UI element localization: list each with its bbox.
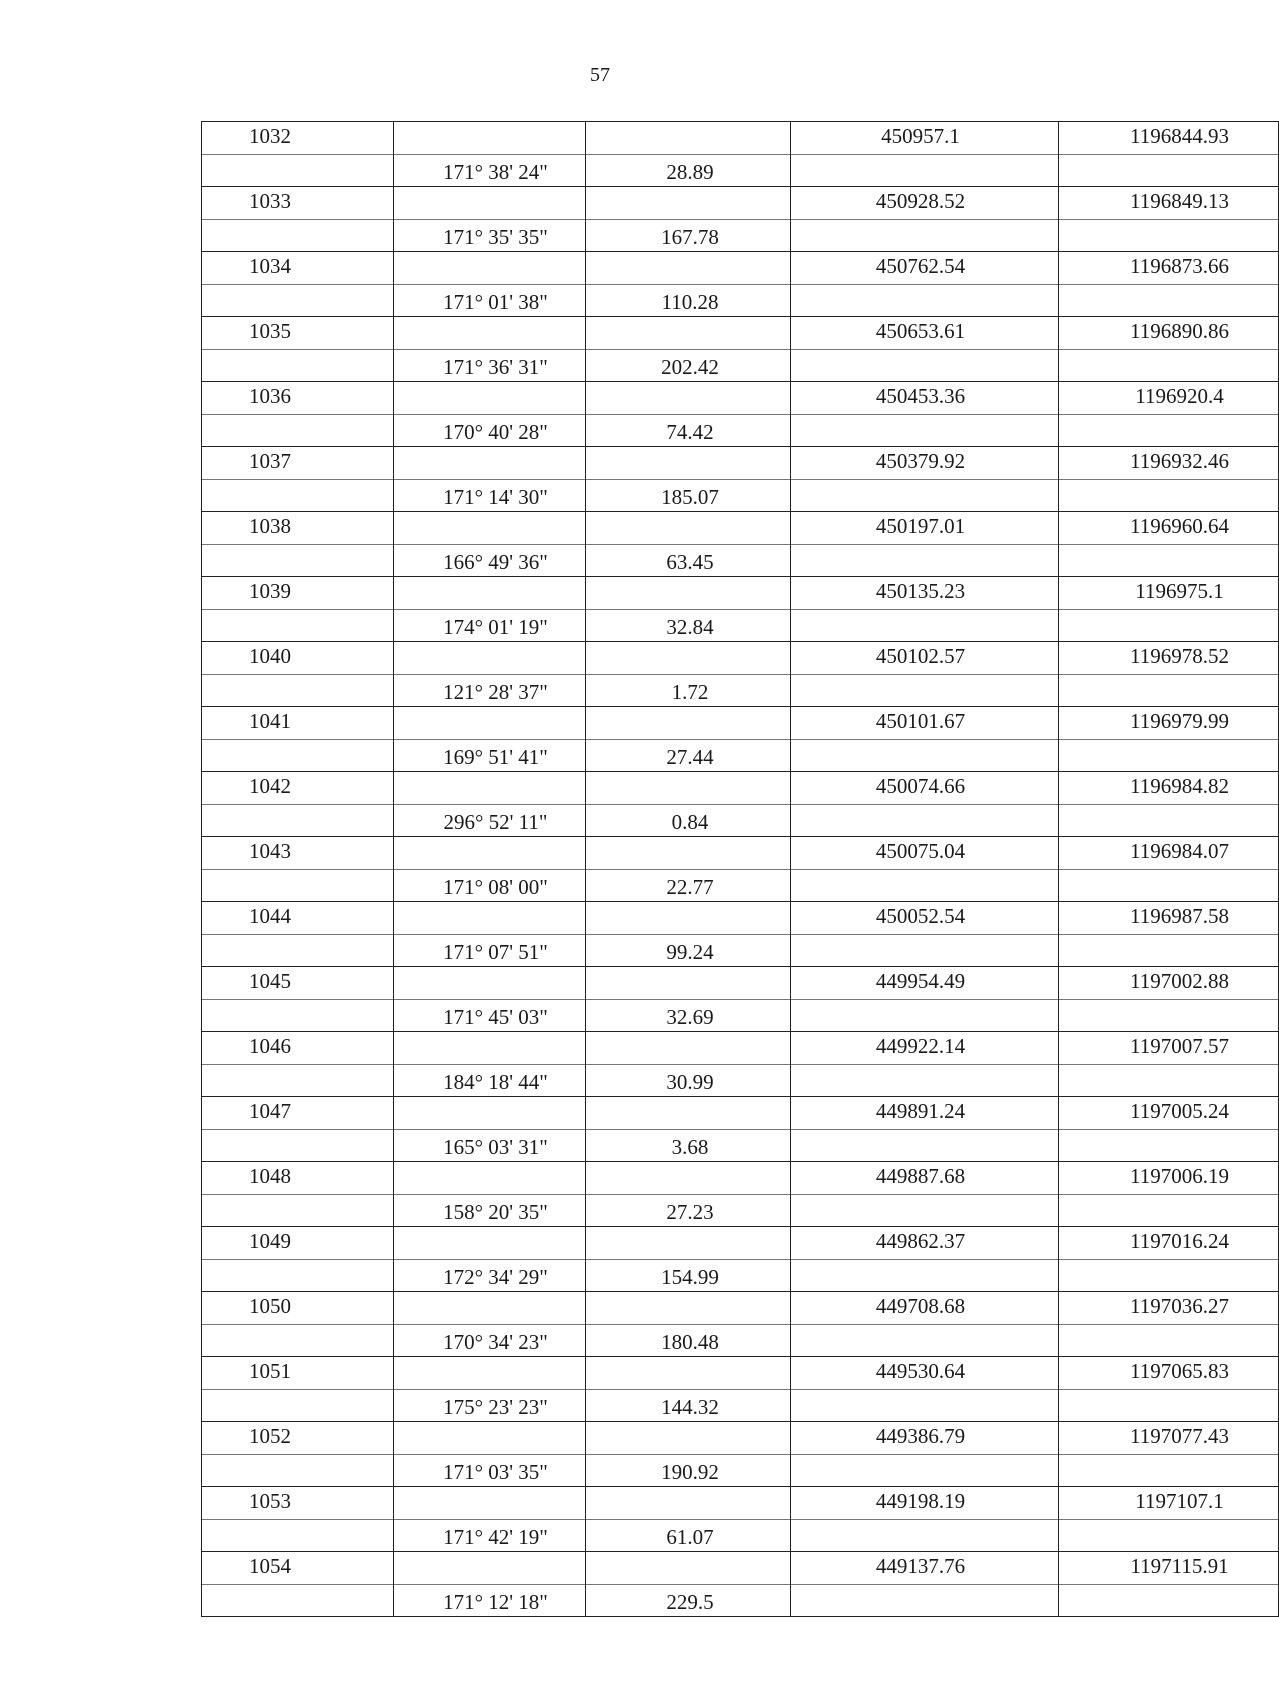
point-id-cell: 1041 bbox=[202, 707, 394, 740]
empty-cell bbox=[394, 1097, 586, 1130]
empty-cell bbox=[586, 1487, 791, 1520]
point-row bbox=[202, 382, 1279, 415]
y-coordinate-cell: 1196844.93 bbox=[1059, 122, 1279, 155]
empty-cell bbox=[586, 1292, 791, 1325]
bearing-angle-cell: 158° 20' 35" bbox=[394, 1194, 586, 1227]
empty-cell bbox=[394, 122, 586, 155]
y-coordinate-cell: 1197005.24 bbox=[1059, 1097, 1279, 1130]
point-row bbox=[202, 317, 1279, 350]
y-coordinate-cell: 1196890.86 bbox=[1059, 317, 1279, 350]
y-coordinate-cell: 1196984.82 bbox=[1059, 772, 1279, 805]
point-id-cell: 1045 bbox=[202, 967, 394, 1000]
point-row bbox=[202, 1357, 1279, 1390]
bearing-angle-cell: 174° 01' 19" bbox=[394, 609, 586, 642]
point-id-cell: 1032 bbox=[202, 122, 394, 155]
point-row bbox=[202, 1552, 1279, 1585]
empty-cell bbox=[791, 1454, 1059, 1487]
empty-cell bbox=[586, 837, 791, 870]
empty-cell bbox=[202, 674, 394, 707]
segment-row bbox=[202, 284, 1279, 317]
point-id-cell: 1037 bbox=[202, 447, 394, 480]
point-id-cell: 1038 bbox=[202, 512, 394, 545]
point-row bbox=[202, 187, 1279, 220]
bearing-angle-cell: 171° 38' 24" bbox=[394, 154, 586, 187]
segment-row bbox=[202, 414, 1279, 447]
empty-cell bbox=[791, 999, 1059, 1032]
point-id-cell: 1036 bbox=[202, 382, 394, 415]
point-id-cell: 1043 bbox=[202, 837, 394, 870]
point-id-cell: 1044 bbox=[202, 902, 394, 935]
y-coordinate-cell: 1196920.4 bbox=[1059, 382, 1279, 415]
point-id-cell: 1053 bbox=[202, 1487, 394, 1520]
empty-cell bbox=[1059, 934, 1279, 967]
bearing-angle-cell: 175° 23' 23" bbox=[394, 1389, 586, 1422]
empty-cell bbox=[1059, 674, 1279, 707]
empty-cell bbox=[791, 154, 1059, 187]
segment-row bbox=[202, 544, 1279, 577]
point-row bbox=[202, 837, 1279, 870]
empty-cell bbox=[394, 1422, 586, 1455]
empty-cell bbox=[586, 1422, 791, 1455]
x-coordinate-cell: 450075.04 bbox=[791, 837, 1059, 870]
x-coordinate-cell: 449137.76 bbox=[791, 1552, 1059, 1585]
segment-row bbox=[202, 479, 1279, 512]
empty-cell bbox=[791, 544, 1059, 577]
empty-cell bbox=[1059, 349, 1279, 382]
empty-cell bbox=[202, 934, 394, 967]
empty-cell bbox=[394, 967, 586, 1000]
segment-row bbox=[202, 1389, 1279, 1422]
point-row bbox=[202, 1097, 1279, 1130]
segment-row bbox=[202, 1129, 1279, 1162]
distance-cell: 202.42 bbox=[586, 349, 791, 382]
y-coordinate-cell: 1196932.46 bbox=[1059, 447, 1279, 480]
bearing-angle-cell: 121° 28' 37" bbox=[394, 674, 586, 707]
empty-cell bbox=[394, 1032, 586, 1065]
y-coordinate-cell: 1196978.52 bbox=[1059, 642, 1279, 675]
y-coordinate-cell: 1197006.19 bbox=[1059, 1162, 1279, 1195]
segment-row bbox=[202, 1454, 1279, 1487]
point-row bbox=[202, 577, 1279, 610]
empty-cell bbox=[1059, 804, 1279, 837]
empty-cell bbox=[202, 609, 394, 642]
bearing-angle-cell: 171° 01' 38" bbox=[394, 284, 586, 317]
empty-cell bbox=[1059, 869, 1279, 902]
bearing-angle-cell: 172° 34' 29" bbox=[394, 1259, 586, 1292]
bearing-angle-cell: 171° 35' 35" bbox=[394, 219, 586, 252]
bearing-angle-cell: 171° 42' 19" bbox=[394, 1519, 586, 1552]
empty-cell bbox=[202, 1064, 394, 1097]
empty-cell bbox=[394, 187, 586, 220]
empty-cell bbox=[586, 707, 791, 740]
bearing-angle-cell: 171° 03' 35" bbox=[394, 1454, 586, 1487]
empty-cell bbox=[1059, 739, 1279, 772]
empty-cell bbox=[586, 1097, 791, 1130]
empty-cell bbox=[586, 1032, 791, 1065]
empty-cell bbox=[1059, 1259, 1279, 1292]
segment-row bbox=[202, 739, 1279, 772]
segment-row bbox=[202, 1194, 1279, 1227]
y-coordinate-cell: 1197077.43 bbox=[1059, 1422, 1279, 1455]
y-coordinate-cell: 1196849.13 bbox=[1059, 187, 1279, 220]
y-coordinate-cell: 1197107.1 bbox=[1059, 1487, 1279, 1520]
segment-row bbox=[202, 349, 1279, 382]
empty-cell bbox=[791, 674, 1059, 707]
bearing-angle-cell: 171° 07' 51" bbox=[394, 934, 586, 967]
empty-cell bbox=[586, 252, 791, 285]
segment-row bbox=[202, 1519, 1279, 1552]
distance-cell: 3.68 bbox=[586, 1129, 791, 1162]
distance-cell: 27.23 bbox=[586, 1194, 791, 1227]
empty-cell bbox=[586, 902, 791, 935]
empty-cell bbox=[394, 642, 586, 675]
x-coordinate-cell: 450653.61 bbox=[791, 317, 1059, 350]
x-coordinate-cell: 450928.52 bbox=[791, 187, 1059, 220]
empty-cell bbox=[394, 1227, 586, 1260]
empty-cell bbox=[202, 284, 394, 317]
point-row bbox=[202, 447, 1279, 480]
x-coordinate-cell: 450101.67 bbox=[791, 707, 1059, 740]
empty-cell bbox=[791, 1389, 1059, 1422]
point-row bbox=[202, 1487, 1279, 1520]
empty-cell bbox=[202, 154, 394, 187]
empty-cell bbox=[1059, 609, 1279, 642]
empty-cell bbox=[586, 187, 791, 220]
empty-cell bbox=[791, 1324, 1059, 1357]
distance-cell: 74.42 bbox=[586, 414, 791, 447]
point-id-cell: 1048 bbox=[202, 1162, 394, 1195]
distance-cell: 229.5 bbox=[586, 1584, 791, 1617]
segment-row bbox=[202, 804, 1279, 837]
point-id-cell: 1046 bbox=[202, 1032, 394, 1065]
x-coordinate-cell: 449887.68 bbox=[791, 1162, 1059, 1195]
x-coordinate-cell: 449891.24 bbox=[791, 1097, 1059, 1130]
point-row bbox=[202, 1032, 1279, 1065]
point-row bbox=[202, 252, 1279, 285]
bearing-angle-cell: 171° 45' 03" bbox=[394, 999, 586, 1032]
distance-cell: 0.84 bbox=[586, 804, 791, 837]
point-id-cell: 1051 bbox=[202, 1357, 394, 1390]
empty-cell bbox=[791, 219, 1059, 252]
empty-cell bbox=[791, 869, 1059, 902]
empty-cell bbox=[202, 804, 394, 837]
empty-cell bbox=[791, 1064, 1059, 1097]
bearing-angle-cell: 165° 03' 31" bbox=[394, 1129, 586, 1162]
empty-cell bbox=[202, 544, 394, 577]
point-id-cell: 1035 bbox=[202, 317, 394, 350]
x-coordinate-cell: 449954.49 bbox=[791, 967, 1059, 1000]
x-coordinate-cell: 450957.1 bbox=[791, 122, 1059, 155]
y-coordinate-cell: 1196984.07 bbox=[1059, 837, 1279, 870]
distance-cell: 27.44 bbox=[586, 739, 791, 772]
y-coordinate-cell: 1197065.83 bbox=[1059, 1357, 1279, 1390]
point-id-cell: 1050 bbox=[202, 1292, 394, 1325]
empty-cell bbox=[1059, 154, 1279, 187]
empty-cell bbox=[394, 1162, 586, 1195]
distance-cell: 28.89 bbox=[586, 154, 791, 187]
distance-cell: 22.77 bbox=[586, 869, 791, 902]
empty-cell bbox=[586, 317, 791, 350]
y-coordinate-cell: 1197016.24 bbox=[1059, 1227, 1279, 1260]
segment-row bbox=[202, 609, 1279, 642]
segment-row bbox=[202, 219, 1279, 252]
y-coordinate-cell: 1197115.91 bbox=[1059, 1552, 1279, 1585]
empty-cell bbox=[586, 577, 791, 610]
segment-row bbox=[202, 999, 1279, 1032]
segment-row bbox=[202, 154, 1279, 187]
bearing-angle-cell: 171° 08' 00" bbox=[394, 869, 586, 902]
empty-cell bbox=[1059, 1064, 1279, 1097]
empty-cell bbox=[1059, 479, 1279, 512]
x-coordinate-cell: 450052.54 bbox=[791, 902, 1059, 935]
empty-cell bbox=[1059, 999, 1279, 1032]
empty-cell bbox=[394, 837, 586, 870]
distance-cell: 32.69 bbox=[586, 999, 791, 1032]
empty-cell bbox=[394, 902, 586, 935]
y-coordinate-cell: 1197007.57 bbox=[1059, 1032, 1279, 1065]
empty-cell bbox=[1059, 284, 1279, 317]
bearing-angle-cell: 184° 18' 44" bbox=[394, 1064, 586, 1097]
empty-cell bbox=[586, 1552, 791, 1585]
x-coordinate-cell: 449530.64 bbox=[791, 1357, 1059, 1390]
empty-cell bbox=[586, 382, 791, 415]
bearing-angle-cell: 171° 36' 31" bbox=[394, 349, 586, 382]
empty-cell bbox=[1059, 1519, 1279, 1552]
distance-cell: 190.92 bbox=[586, 1454, 791, 1487]
empty-cell bbox=[202, 1584, 394, 1617]
empty-cell bbox=[791, 739, 1059, 772]
point-id-cell: 1049 bbox=[202, 1227, 394, 1260]
empty-cell bbox=[791, 804, 1059, 837]
point-row bbox=[202, 772, 1279, 805]
empty-cell bbox=[394, 447, 586, 480]
x-coordinate-cell: 450453.36 bbox=[791, 382, 1059, 415]
bearing-angle-cell: 171° 12' 18" bbox=[394, 1584, 586, 1617]
empty-cell bbox=[202, 1259, 394, 1292]
bearing-angle-cell: 166° 49' 36" bbox=[394, 544, 586, 577]
empty-cell bbox=[791, 349, 1059, 382]
empty-cell bbox=[1059, 544, 1279, 577]
empty-cell bbox=[394, 1487, 586, 1520]
distance-cell: 61.07 bbox=[586, 1519, 791, 1552]
empty-cell bbox=[202, 1194, 394, 1227]
empty-cell bbox=[202, 1129, 394, 1162]
coordinates-table-body bbox=[202, 122, 1279, 1617]
segment-row bbox=[202, 1064, 1279, 1097]
empty-cell bbox=[202, 1389, 394, 1422]
empty-cell bbox=[586, 1227, 791, 1260]
empty-cell bbox=[202, 739, 394, 772]
empty-cell bbox=[394, 772, 586, 805]
y-coordinate-cell: 1196960.64 bbox=[1059, 512, 1279, 545]
empty-cell bbox=[586, 1162, 791, 1195]
distance-cell: 180.48 bbox=[586, 1324, 791, 1357]
empty-cell bbox=[202, 219, 394, 252]
segment-row bbox=[202, 1259, 1279, 1292]
point-row bbox=[202, 122, 1279, 155]
empty-cell bbox=[1059, 1324, 1279, 1357]
point-row bbox=[202, 707, 1279, 740]
empty-cell bbox=[202, 414, 394, 447]
empty-cell bbox=[586, 772, 791, 805]
empty-cell bbox=[394, 317, 586, 350]
empty-cell bbox=[586, 967, 791, 1000]
distance-cell: 63.45 bbox=[586, 544, 791, 577]
empty-cell bbox=[1059, 414, 1279, 447]
x-coordinate-cell: 449862.37 bbox=[791, 1227, 1059, 1260]
empty-cell bbox=[394, 707, 586, 740]
empty-cell bbox=[791, 1584, 1059, 1617]
empty-cell bbox=[791, 1194, 1059, 1227]
bearing-angle-cell: 169° 51' 41" bbox=[394, 739, 586, 772]
empty-cell bbox=[791, 284, 1059, 317]
point-id-cell: 1054 bbox=[202, 1552, 394, 1585]
empty-cell bbox=[202, 1324, 394, 1357]
distance-cell: 110.28 bbox=[586, 284, 791, 317]
page-number: 57 bbox=[590, 64, 610, 86]
empty-cell bbox=[586, 512, 791, 545]
point-id-cell: 1047 bbox=[202, 1097, 394, 1130]
point-id-cell: 1033 bbox=[202, 187, 394, 220]
empty-cell bbox=[394, 512, 586, 545]
empty-cell bbox=[586, 122, 791, 155]
segment-row bbox=[202, 1324, 1279, 1357]
empty-cell bbox=[791, 609, 1059, 642]
empty-cell bbox=[202, 1519, 394, 1552]
empty-cell bbox=[394, 252, 586, 285]
bearing-angle-cell: 170° 34' 23" bbox=[394, 1324, 586, 1357]
point-row bbox=[202, 642, 1279, 675]
empty-cell bbox=[1059, 1584, 1279, 1617]
empty-cell bbox=[394, 1292, 586, 1325]
x-coordinate-cell: 450074.66 bbox=[791, 772, 1059, 805]
empty-cell bbox=[586, 447, 791, 480]
empty-cell bbox=[394, 382, 586, 415]
point-row bbox=[202, 512, 1279, 545]
empty-cell bbox=[791, 1259, 1059, 1292]
bearing-angle-cell: 170° 40' 28" bbox=[394, 414, 586, 447]
empty-cell bbox=[586, 642, 791, 675]
distance-cell: 32.84 bbox=[586, 609, 791, 642]
empty-cell bbox=[791, 1129, 1059, 1162]
point-row bbox=[202, 967, 1279, 1000]
point-id-cell: 1039 bbox=[202, 577, 394, 610]
distance-cell: 144.32 bbox=[586, 1389, 791, 1422]
empty-cell bbox=[1059, 219, 1279, 252]
empty-cell bbox=[1059, 1454, 1279, 1487]
segment-row bbox=[202, 869, 1279, 902]
x-coordinate-cell: 450379.92 bbox=[791, 447, 1059, 480]
empty-cell bbox=[791, 479, 1059, 512]
point-id-cell: 1034 bbox=[202, 252, 394, 285]
x-coordinate-cell: 450102.57 bbox=[791, 642, 1059, 675]
empty-cell bbox=[791, 934, 1059, 967]
segment-row bbox=[202, 1584, 1279, 1617]
segment-row bbox=[202, 674, 1279, 707]
x-coordinate-cell: 449922.14 bbox=[791, 1032, 1059, 1065]
distance-cell: 154.99 bbox=[586, 1259, 791, 1292]
empty-cell bbox=[1059, 1389, 1279, 1422]
point-row bbox=[202, 1227, 1279, 1260]
point-id-cell: 1040 bbox=[202, 642, 394, 675]
x-coordinate-cell: 449198.19 bbox=[791, 1487, 1059, 1520]
empty-cell bbox=[202, 349, 394, 382]
bearing-angle-cell: 171° 14' 30" bbox=[394, 479, 586, 512]
x-coordinate-cell: 450135.23 bbox=[791, 577, 1059, 610]
distance-cell: 1.72 bbox=[586, 674, 791, 707]
y-coordinate-cell: 1196873.66 bbox=[1059, 252, 1279, 285]
empty-cell bbox=[202, 479, 394, 512]
x-coordinate-cell: 450762.54 bbox=[791, 252, 1059, 285]
empty-cell bbox=[586, 1357, 791, 1390]
empty-cell bbox=[1059, 1129, 1279, 1162]
empty-cell bbox=[394, 1552, 586, 1585]
bearing-angle-cell: 296° 52' 11" bbox=[394, 804, 586, 837]
empty-cell bbox=[202, 1454, 394, 1487]
distance-cell: 185.07 bbox=[586, 479, 791, 512]
point-row bbox=[202, 1162, 1279, 1195]
y-coordinate-cell: 1197036.27 bbox=[1059, 1292, 1279, 1325]
distance-cell: 99.24 bbox=[586, 934, 791, 967]
y-coordinate-cell: 1196987.58 bbox=[1059, 902, 1279, 935]
empty-cell bbox=[394, 577, 586, 610]
empty-cell bbox=[1059, 1194, 1279, 1227]
empty-cell bbox=[394, 1357, 586, 1390]
point-id-cell: 1052 bbox=[202, 1422, 394, 1455]
empty-cell bbox=[202, 999, 394, 1032]
distance-cell: 30.99 bbox=[586, 1064, 791, 1097]
point-row bbox=[202, 1422, 1279, 1455]
x-coordinate-cell: 450197.01 bbox=[791, 512, 1059, 545]
coordinates-table bbox=[201, 121, 1279, 1617]
segment-row bbox=[202, 934, 1279, 967]
point-id-cell: 1042 bbox=[202, 772, 394, 805]
empty-cell bbox=[202, 869, 394, 902]
distance-cell: 167.78 bbox=[586, 219, 791, 252]
x-coordinate-cell: 449386.79 bbox=[791, 1422, 1059, 1455]
y-coordinate-cell: 1196979.99 bbox=[1059, 707, 1279, 740]
y-coordinate-cell: 1196975.1 bbox=[1059, 577, 1279, 610]
empty-cell bbox=[791, 1519, 1059, 1552]
empty-cell bbox=[791, 414, 1059, 447]
y-coordinate-cell: 1197002.88 bbox=[1059, 967, 1279, 1000]
x-coordinate-cell: 449708.68 bbox=[791, 1292, 1059, 1325]
point-row bbox=[202, 1292, 1279, 1325]
point-row bbox=[202, 902, 1279, 935]
